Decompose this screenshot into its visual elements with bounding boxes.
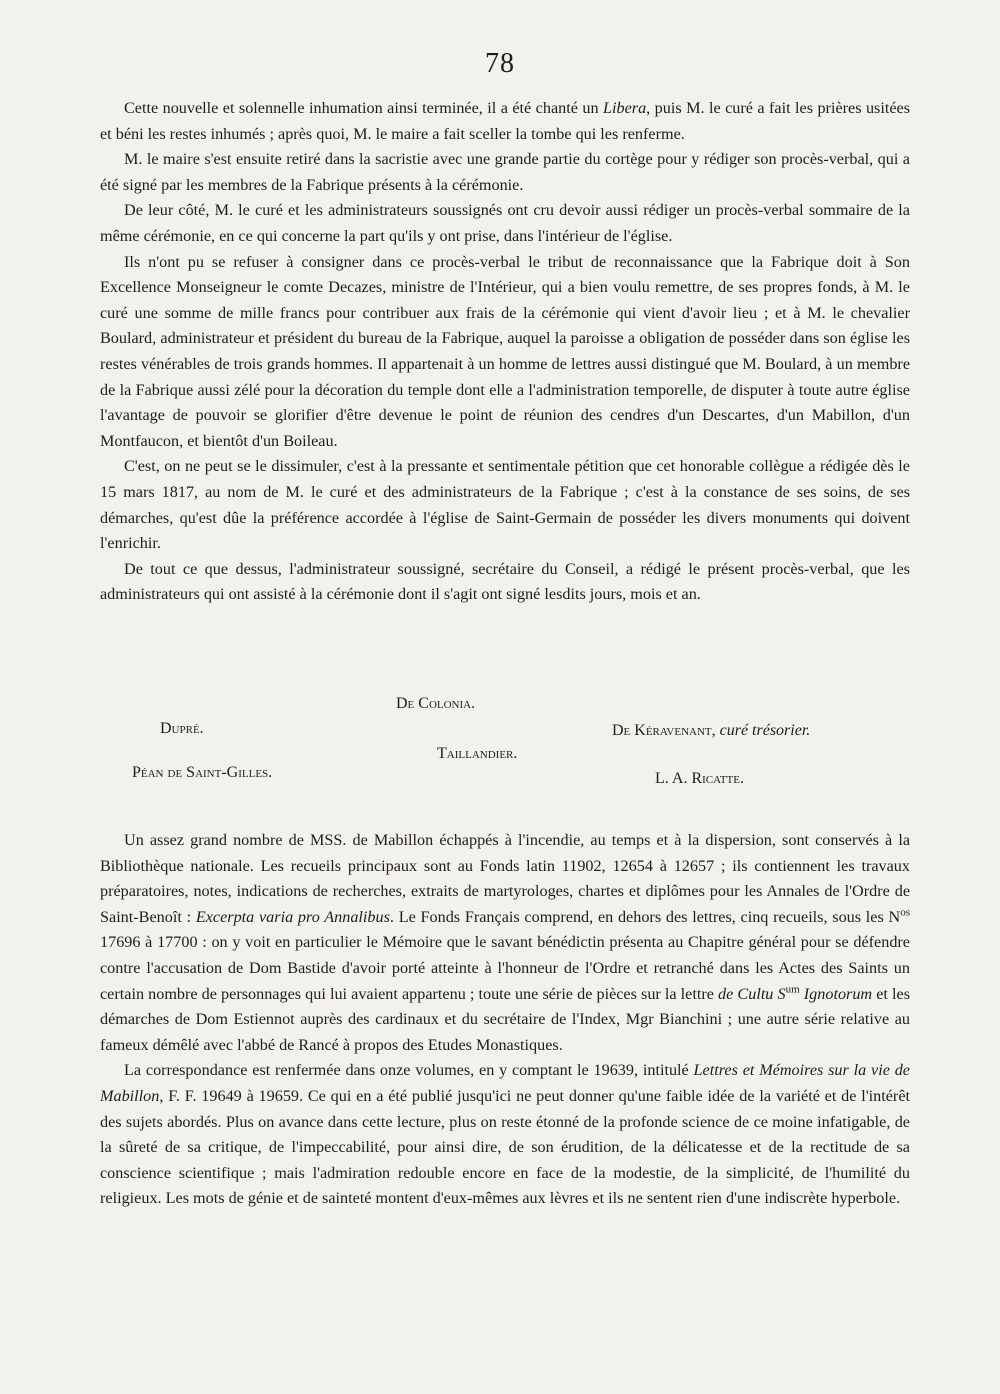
italic-run: Libera	[602, 99, 647, 117]
paragraph: Un assez grand nombre de MSS. de Mabillon échappés à l'incendie, au temps et à la dispersion, sont conservés à la Bibliothèque nationale. Les recueils principaux sont au Fonds latin 11902, 12654 à 12657 ; ils contiennent les travaux préparatoires, notes, indications de recherches, extraits de martyrologes, chartes et diplômes pour les Annales de l'Ordre de Saint-Benoît : Excerpta varia pro Annalibus. Le Fonds Français comprend, en dehors des lettres, cinq recueils, sous les $N^{os}$ 17696 à 17700 : on y voit en particulier le Mémoire que le savant bénédictin présenta au Chapitre général pour se défendre contre l'accusation de Dom Bastide d'avoir porté atteinte à l'honneur de l'Ordre et retranché dans les Actes des Saints un certain nombre de personnages qui lui avaient appartenu ; toute une série de pièces sur la lettre de Cultu $S^{um}$ Ignotorum et les démarches de Dom Estiennot auprès des cardinaux et du secrétaire de l'Index, Mgr Bianchini ; une autre série relative au fameux démêlé avec l'abbé de Rancé à propos des Etudes Monastiques.	[100, 831, 911, 1054]
italic-run: Excerpta varia pro Annalibus	[195, 907, 390, 926]
signature-keravenant-title: curé trésorier.	[719, 722, 811, 739]
superscript-run: um	[785, 983, 800, 996]
italic-run: Ignotorum	[799, 984, 873, 1003]
paragraph: De tout ce que dessus, l'administrateur soussigné, secrétaire du Conseil, a rédigé le présent procès-verbal, que les administrateurs qui ont assisté à la cérémonie dont il s'agit ont signé lesdits jours, mois et an.	[100, 559, 910, 604]
paragraph: Cette nouvelle et solennelle inhumation ainsi terminée, il a été chanté un Libera, puis M. le curé a fait les prières usitées et béni les restes inhumés ; après quoi, M. le maire a fait sceller la tombe qui les renferme.	[100, 99, 910, 143]
proces-verbal-text	[100, 96, 910, 608]
signature-keravenant	[612, 722, 810, 740]
paragraph: Ils n'ont pu se refuser à consigner dans ce procès-verbal le tribut de reconnaissance que la Fabrique doit à Son Excellence Monseigneur le comte Decazes, ministre de l'Intérieur, qui a bien voulu remettre, de ses propres fonds, à M. le curé une somme de mille francs pour contribuer aux frais de la cérémonie qui vient d'avoir lieu ; et à M. le chevalier Boulard, administrateur et président du bureau de la Fabrique, auquel la paroisse a obligation de posséder dans son église les restes vénérables de trois grands hommes. Il appartenait à un homme de lettres aussi distingué que M. Boulard, à un membre de la Fabrique aussi zélé pour la décoration du temple dont elle a l'administration temporelle, de disputer à toute autre église l'avantage de pouvoir se glorifier d'être devenue le point de réunion des cendres d'un Descartes, d'un Mabillon, d'un Montfaucon, et bientôt d'un Boileau.	[100, 252, 910, 450]
italic-run: de Cultu S	[718, 984, 786, 1003]
paragraph: C'est, on ne peut se le dissimuler, c'est à la pressante et sentimentale pétition que cet honorable collègue a rédigée dès le 15 mars 1817, au nom de M. le curé et des administrateurs de la Fabrique ; c'est à la constance de ses soins, de ses démarches, qu'est dûe la préférence accordée à l'église de Saint-Germain de posséder les divers monuments qui doivent l'enrichir.	[100, 457, 910, 553]
paragraph: De leur côté, M. le curé et les administrateurs soussignés ont cru devoir aussi rédiger un procès-verbal sommaire de la même cérémonie, en ce qui concerne la part qu'ils y ont prise, dans l'intérieur de l'église.	[100, 201, 910, 245]
signature-dupre: Dupré.	[160, 720, 204, 737]
superscript-run: os	[900, 906, 911, 919]
signature-pean: Péan de Saint-Gilles.	[132, 764, 273, 781]
signature-taillandier: Taillandier.	[437, 745, 518, 762]
manuscripts-text	[100, 828, 910, 1212]
signature-keravenant-name: De Kéravenant,	[612, 722, 716, 739]
signature-ricatte: L. A. Ricatte.	[655, 770, 744, 787]
paragraph: La correspondance est renfermée dans onze volumes, en y comptant le 19639, intitulé Lettres et Mémoires sur la vie de Mabillon, F. F. 19649 à 19659. Ce qui en a été publié jusqu'ici ne peut donner qu'une faible idée de la variété et de l'intérêt des sujets abordés. Plus on avance dans cette lecture, plus on reste étonné de la profonde science de ce moine infatigable, de la sûreté de sa critique, de l'impeccabilité, pour ainsi dire, de son érudition, de la délicatesse et de la rectitude de sa conscience scientifique ; mais l'admiration redouble encore en face de la modestie, de la simplicité, de l'humilité du religieux. Les mots de génie et de sainteté montent d'eux-mêmes aux lèvres et ils ne sentent rien d'une indiscrète hyperbole.	[100, 1061, 910, 1208]
page-number: 78	[485, 48, 515, 79]
signature-colonia: De Colonia.	[396, 695, 476, 712]
italic-run: Lettres et Mémoires sur la vie de Mabillon	[100, 1061, 910, 1105]
paragraph: M. le maire s'est ensuite retiré dans la sacristie avec une grande partie du cortège pour y rédiger son procès-verbal, qui a été signé par les membres de la Fabrique présents à la cérémonie.	[100, 150, 910, 194]
